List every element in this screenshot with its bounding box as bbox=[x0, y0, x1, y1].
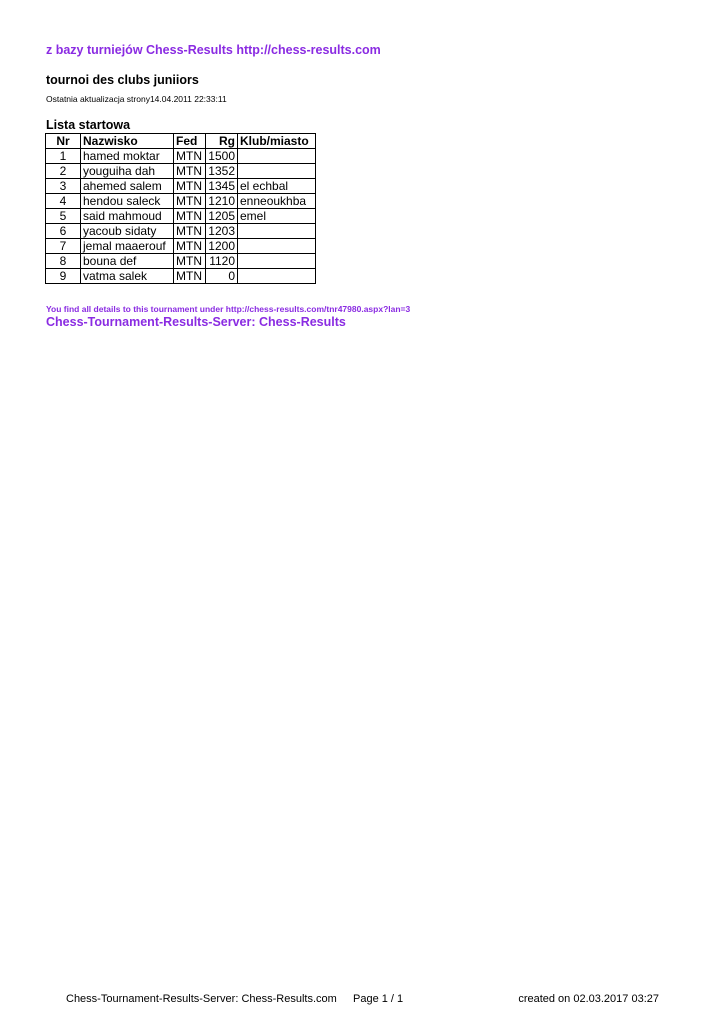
cell-fed: MTN bbox=[174, 149, 206, 164]
column-header-fed: Fed bbox=[174, 134, 206, 149]
cell-rating: 0 bbox=[206, 269, 238, 284]
cell-nr: 5 bbox=[46, 209, 81, 224]
cell-name: yacoub sidaty bbox=[81, 224, 174, 239]
cell-name: hendou saleck bbox=[81, 194, 174, 209]
cell-nr: 9 bbox=[46, 269, 81, 284]
column-header-name: Nazwisko bbox=[81, 134, 174, 149]
cell-fed: MTN bbox=[174, 269, 206, 284]
cell-name: youguiha dah bbox=[81, 164, 174, 179]
table-row bbox=[46, 269, 316, 284]
table-row bbox=[46, 194, 316, 209]
cell-club: enneoukhba bbox=[238, 194, 316, 209]
cell-fed: MTN bbox=[174, 224, 206, 239]
cell-name: said mahmoud bbox=[81, 209, 174, 224]
cell-name: bouna def bbox=[81, 254, 174, 269]
cell-rating: 1205 bbox=[206, 209, 238, 224]
cell-name: hamed moktar bbox=[81, 149, 174, 164]
column-header-rg: Rg bbox=[206, 134, 238, 149]
starting-list-table bbox=[45, 133, 316, 284]
cell-rating: 1500 bbox=[206, 149, 238, 164]
cell-nr: 8 bbox=[46, 254, 81, 269]
tournament-title: tournoi des clubs juniiors bbox=[46, 73, 199, 87]
cell-nr: 3 bbox=[46, 179, 81, 194]
cell-nr: 6 bbox=[46, 224, 81, 239]
table-row bbox=[46, 254, 316, 269]
table-header-row bbox=[46, 134, 316, 149]
table-row bbox=[46, 224, 316, 239]
source-link[interactable]: z bazy turniejów Chess-Results http://chess-results.com bbox=[46, 43, 381, 57]
cell-rating: 1210 bbox=[206, 194, 238, 209]
table-row bbox=[46, 179, 316, 194]
cell-rating: 1345 bbox=[206, 179, 238, 194]
cell-nr: 1 bbox=[46, 149, 81, 164]
cell-name: jemal maaerouf bbox=[81, 239, 174, 254]
footer-left: Chess-Tournament-Results-Server: Chess-Results.com bbox=[66, 993, 337, 1005]
cell-club bbox=[238, 254, 316, 269]
cell-rating: 1203 bbox=[206, 224, 238, 239]
column-header-nr: Nr bbox=[46, 134, 81, 149]
table-row bbox=[46, 164, 316, 179]
table-row bbox=[46, 149, 316, 164]
footer-page: Page 1 / 1 bbox=[353, 993, 404, 1005]
cell-fed: MTN bbox=[174, 194, 206, 209]
cell-rating: 1120 bbox=[206, 254, 238, 269]
table-row bbox=[46, 209, 316, 224]
cell-club bbox=[238, 239, 316, 254]
cell-nr: 2 bbox=[46, 164, 81, 179]
column-header-club: Klub/miasto bbox=[238, 134, 316, 149]
cell-club: el echbal bbox=[238, 179, 316, 194]
cell-club bbox=[238, 224, 316, 239]
cell-name: ahemed salem bbox=[81, 179, 174, 194]
table-row bbox=[46, 239, 316, 254]
last-update: Ostatnia aktualizacja strony14.04.2011 22:33:11 bbox=[46, 94, 227, 104]
cell-name: vatma salek bbox=[81, 269, 174, 284]
cell-club bbox=[238, 269, 316, 284]
server-link[interactable]: Chess-Tournament-Results-Server: Chess-Results bbox=[46, 315, 346, 329]
cell-fed: MTN bbox=[174, 254, 206, 269]
cell-nr: 4 bbox=[46, 194, 81, 209]
cell-club bbox=[238, 149, 316, 164]
cell-fed: MTN bbox=[174, 239, 206, 254]
cell-rating: 1200 bbox=[206, 239, 238, 254]
cell-rating: 1352 bbox=[206, 164, 238, 179]
cell-club: emel bbox=[238, 209, 316, 224]
cell-club bbox=[238, 164, 316, 179]
cell-fed: MTN bbox=[174, 209, 206, 224]
cell-nr: 7 bbox=[46, 239, 81, 254]
footer-created: created on 02.03.2017 03:27 bbox=[518, 993, 659, 1005]
list-title: Lista startowa bbox=[46, 118, 131, 132]
cell-fed: MTN bbox=[174, 179, 206, 194]
details-text[interactable]: You find all details to this tournament under http://chess-results.com/tnr47980.aspx?lan=3 bbox=[46, 304, 411, 314]
cell-fed: MTN bbox=[174, 164, 206, 179]
